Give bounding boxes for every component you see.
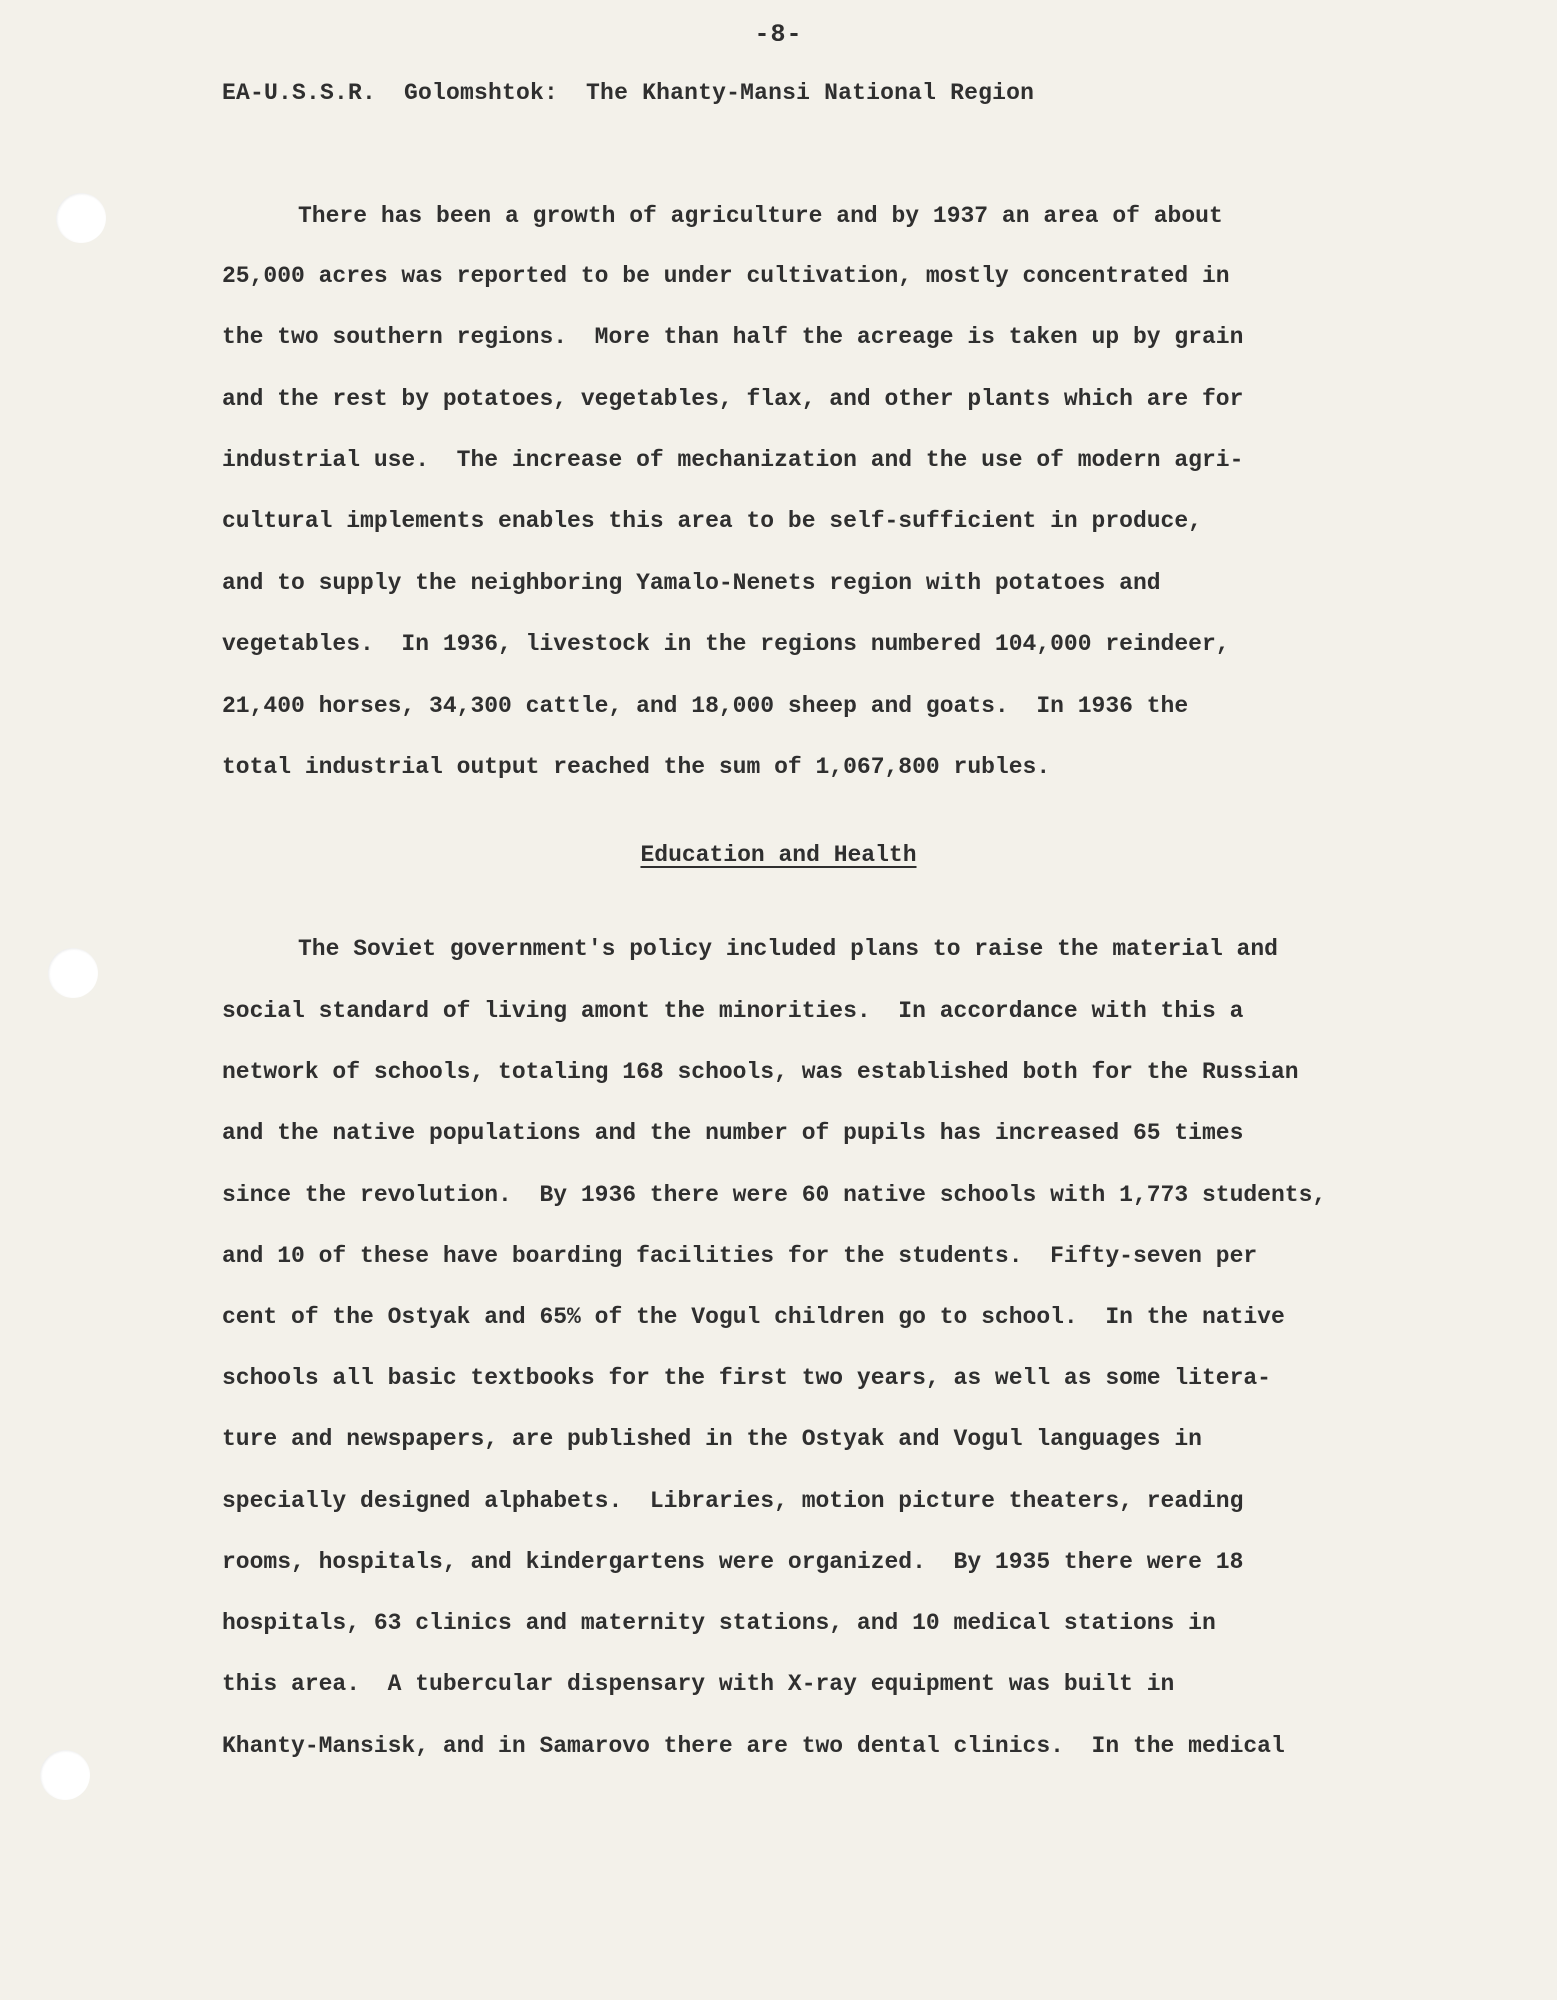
- punch-hole: [48, 948, 98, 998]
- paragraph-line: 25,000 acres was reported to be under cultivation, mostly concentrated in: [222, 263, 1230, 289]
- paragraph-line: 21,400 horses, 34,300 cattle, and 18,000 sheep and goats. In 1936 the: [222, 693, 1189, 719]
- paragraph-line: schools all basic textbooks for the first two years, as well as some litera-: [222, 1365, 1271, 1391]
- paragraph-line: since the revolution. By 1936 there were 60 native schools with 1,773 students,: [222, 1182, 1327, 1208]
- punch-hole: [40, 1750, 90, 1800]
- paragraph-line: social standard of living amont the minorities. In accordance with this a: [222, 998, 1244, 1024]
- paragraph-line: The Soviet government's policy included plans to raise the material and: [298, 936, 1278, 962]
- paragraph-line: total industrial output reached the sum of 1,067,800 rubles.: [222, 754, 1051, 780]
- paragraph-line: vegetables. In 1936, livestock in the regions numbered 104,000 reindeer,: [222, 631, 1230, 657]
- paragraph-line: rooms, hospitals, and kindergartens were organized. By 1935 there were 18: [222, 1549, 1244, 1575]
- paragraph-line: There has been a growth of agriculture and by 1937 an area of about: [298, 203, 1223, 229]
- paragraph-line: specially designed alphabets. Libraries, motion picture theaters, reading: [222, 1488, 1244, 1514]
- paragraph-line: and to supply the neighboring Yamalo-Nenets region with potatoes and: [222, 570, 1161, 596]
- running-header: EA-U.S.S.R. Golomshtok: The Khanty-Mansi National Region: [222, 80, 1035, 106]
- page-number: -8-: [754, 20, 803, 49]
- paragraph-line: cent of the Ostyak and 65% of the Vogul children go to school. In the native: [222, 1304, 1285, 1330]
- punch-hole: [56, 193, 106, 243]
- paragraph-line: and the rest by potatoes, vegetables, flax, and other plants which are for: [222, 386, 1244, 412]
- paragraph-line: and the native populations and the number of pupils has increased 65 times: [222, 1120, 1244, 1146]
- paragraph-line: hospitals, 63 clinics and maternity stations, and 10 medical stations in: [222, 1610, 1216, 1636]
- paragraph-line: industrial use. The increase of mechanization and the use of modern agri-: [222, 447, 1244, 473]
- paragraph-line: cultural implements enables this area to be self-sufficient in produce,: [222, 508, 1202, 534]
- paragraph-line: network of schools, totaling 168 schools, was established both for the Russian: [222, 1059, 1299, 1085]
- paragraph-line: and 10 of these have boarding facilities for the students. Fifty-seven per: [222, 1243, 1258, 1269]
- section-heading: Education and Health: [640, 842, 917, 868]
- paragraph-line: the two southern regions. More than half the acreage is taken up by grain: [222, 324, 1244, 350]
- paragraph-line: this area. A tubercular dispensary with X-ray equipment was built in: [222, 1671, 1175, 1697]
- paragraph-line: Khanty-Mansisk, and in Samarovo there are two dental clinics. In the medical: [222, 1733, 1285, 1759]
- paragraph-line: ture and newspapers, are published in the Ostyak and Vogul languages in: [222, 1426, 1202, 1452]
